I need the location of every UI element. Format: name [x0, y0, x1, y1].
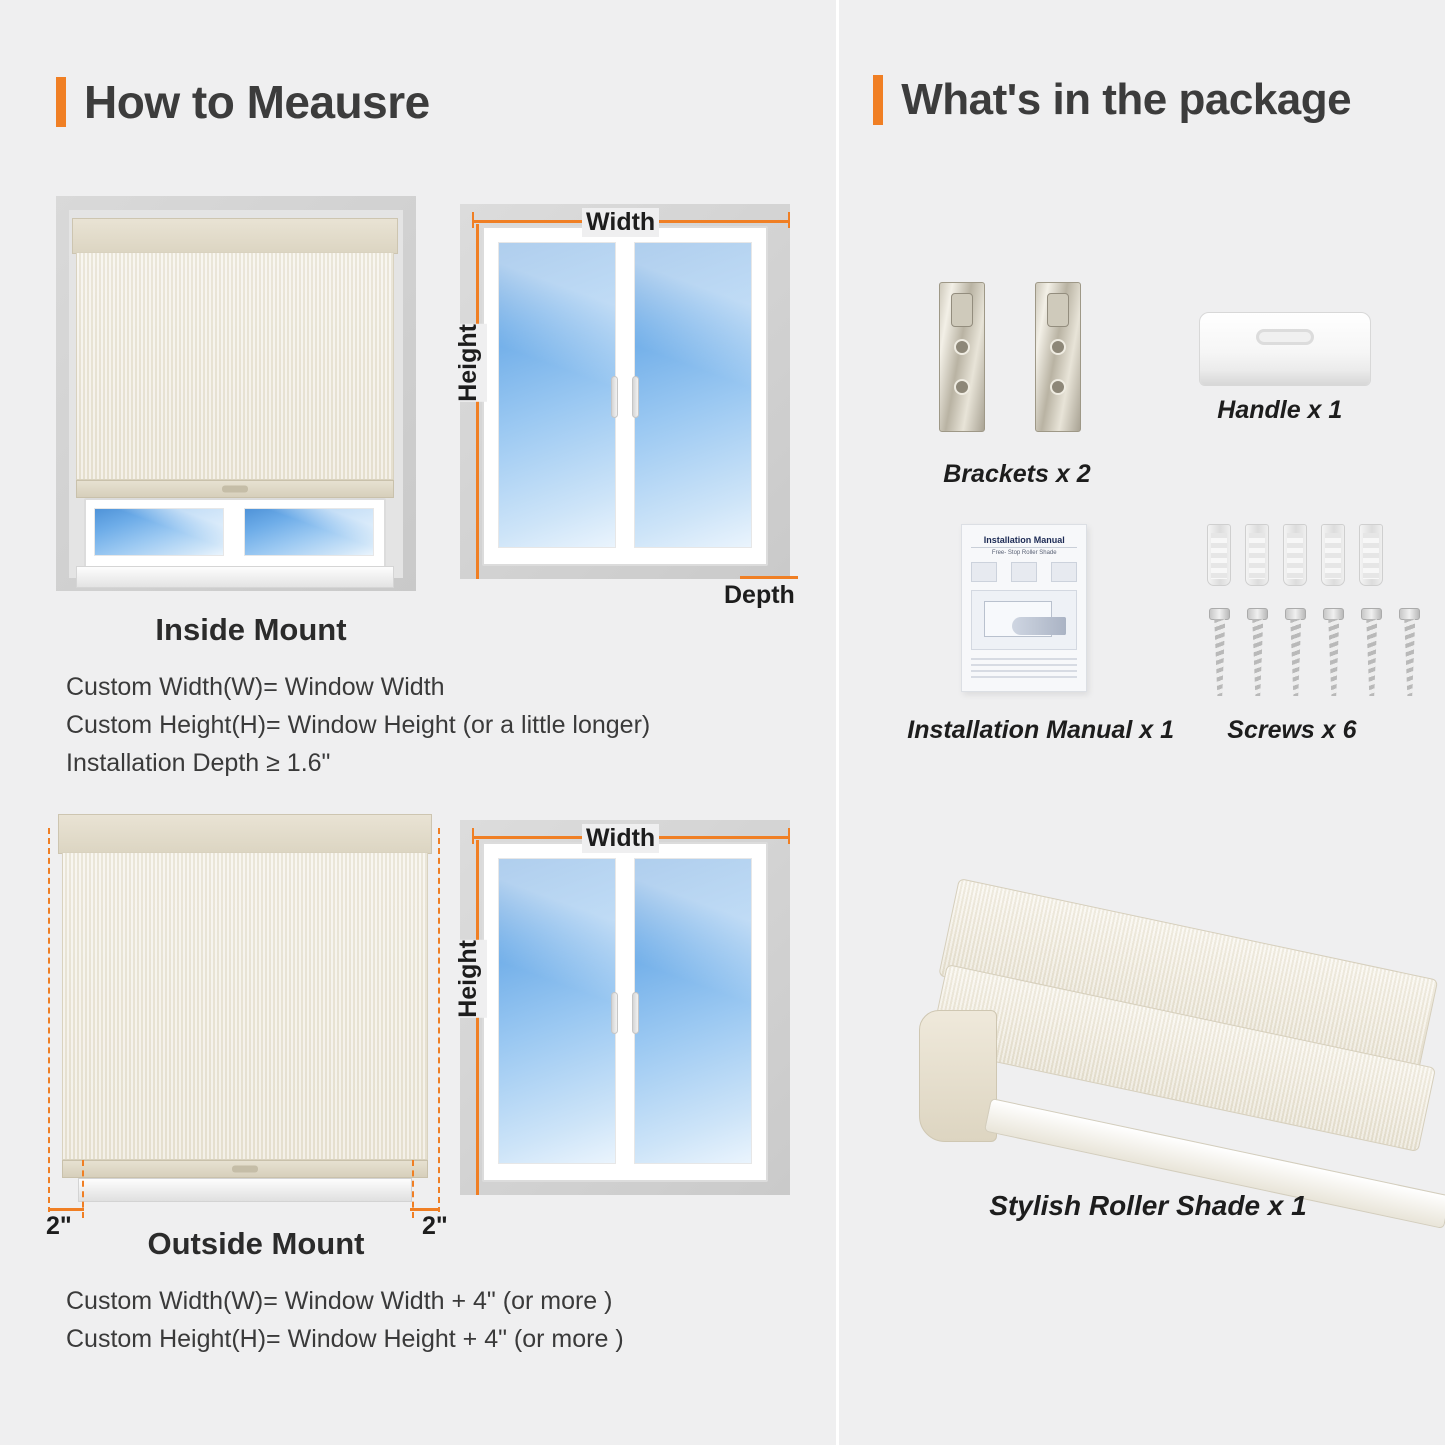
inside-mount-measure-illustration — [452, 196, 802, 609]
window-sill — [76, 566, 394, 588]
height-label: Height — [450, 324, 487, 402]
shade-bottom-bar-outside — [62, 1160, 428, 1178]
outside-mount-caption: Outside Mount — [147, 1226, 365, 1261]
overhang-label-right: 2" — [418, 1212, 452, 1241]
sash-handle-right[interactable] — [632, 376, 639, 418]
window-glass-right — [634, 242, 752, 548]
wall-anchor-4 — [1321, 524, 1345, 586]
right-panel-package-contents — [836, 0, 1445, 1445]
inside-bullet-3: Installation Depth ≥ 1.6" — [66, 749, 331, 777]
manual-title: Installation Manual — [971, 535, 1077, 548]
sash-handle-left[interactable] — [611, 992, 618, 1034]
overhang-guide-right — [438, 828, 440, 1213]
shade-fabric-outside — [62, 852, 428, 1160]
shade-bottom-bar — [76, 480, 394, 498]
wall-anchor-5 — [1359, 524, 1383, 586]
right-panel-title: What's in the package — [901, 75, 1352, 124]
left-panel-header — [56, 75, 430, 129]
width-label-outside: Width — [582, 824, 659, 853]
inside-mount-bullets — [66, 668, 650, 782]
sash-handle-right[interactable] — [632, 992, 639, 1034]
depth-label: Depth — [720, 581, 799, 610]
right-panel-header — [873, 75, 1351, 125]
window-glass-left — [94, 508, 224, 556]
screw-5 — [1363, 608, 1380, 696]
height-label-outside: Height — [450, 940, 487, 1018]
installation-manual — [961, 524, 1087, 692]
width-label: Width — [582, 208, 659, 237]
window-glass-left — [498, 242, 616, 548]
outside-mount-shade-illustration — [40, 808, 450, 1240]
inside-mount-shade-illustration — [56, 196, 416, 591]
bracket-1 — [939, 282, 985, 432]
handle-part — [1199, 312, 1371, 386]
window-frame-measure-outside — [482, 842, 768, 1182]
manual-caption: Installation Manual x 1 — [907, 716, 1174, 744]
manual-diagram — [971, 590, 1077, 650]
screw-3 — [1287, 608, 1304, 696]
screw-1 — [1211, 608, 1228, 696]
overhang-line-left — [48, 1208, 84, 1211]
depth-measure-line — [740, 576, 798, 579]
outside-mount-bullets — [66, 1282, 624, 1358]
screws-caption: Screws x 6 — [1227, 716, 1357, 744]
sash-handle-left[interactable] — [611, 376, 618, 418]
width-tick-left — [472, 828, 474, 844]
manual-subtitle: Free- Stop Roller Shade — [991, 550, 1057, 556]
handle-caption: Handle x 1 — [1217, 396, 1343, 424]
accent-bar-right — [873, 75, 883, 125]
overhang-guide-left — [48, 828, 50, 1213]
wall-anchor-3 — [1283, 524, 1307, 586]
screw-6 — [1401, 608, 1418, 696]
left-panel-title: How to Meausre — [84, 76, 430, 128]
window-glass-left — [498, 858, 616, 1164]
outside-bullet-1: Custom Width(W)= Window Width + 4" (or more ) — [66, 1287, 613, 1315]
width-tick-right — [788, 212, 790, 228]
manual-step-icons — [971, 562, 1077, 582]
screw-4 — [1325, 608, 1342, 696]
roller-shade-caption: Stylish Roller Shade x 1 — [989, 1190, 1307, 1221]
shade-fabric — [76, 252, 394, 480]
window-glass-right — [634, 858, 752, 1164]
shade-headrail-outside — [58, 814, 432, 854]
shade-headrail — [72, 218, 398, 254]
inside-mount-caption: Inside Mount — [155, 612, 347, 647]
window-frame-inside — [84, 498, 386, 568]
overhang-label-left: 2" — [42, 1212, 76, 1241]
outside-bullet-2: Custom Height(H)= Window Height + 4" (or more ) — [66, 1325, 624, 1353]
window-frame-measure — [482, 226, 768, 566]
screw-2 — [1249, 608, 1266, 696]
window-glass-right — [244, 508, 374, 556]
window-sill-outside — [78, 1178, 412, 1202]
outside-mount-measure-illustration — [452, 812, 802, 1212]
wall-anchor-2 — [1245, 524, 1269, 586]
inside-bullet-1: Custom Width(W)= Window Width — [66, 673, 445, 701]
accent-bar-left — [56, 77, 66, 127]
wall-anchor-1 — [1207, 524, 1231, 586]
width-tick-right — [788, 828, 790, 844]
overhang-line-right — [410, 1208, 440, 1211]
bracket-2 — [1035, 282, 1081, 432]
inside-bullet-2: Custom Height(H)= Window Height (or a little longer) — [66, 711, 651, 739]
manual-text-lines — [971, 658, 1077, 678]
roller-shade-product — [899, 860, 1439, 1220]
width-tick-left — [472, 212, 474, 228]
brackets-caption: Brackets x 2 — [943, 460, 1091, 488]
